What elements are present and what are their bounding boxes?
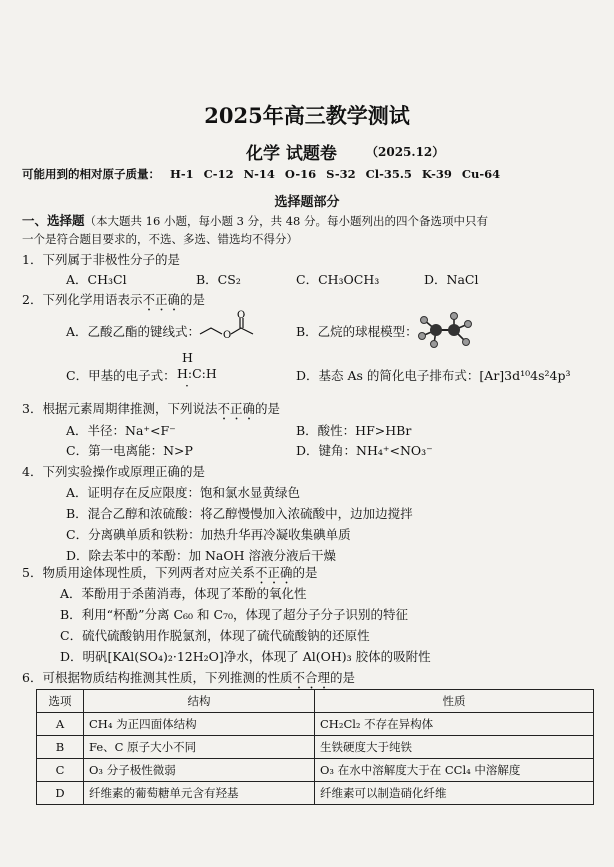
table-cell: O₃ 分子极性微弱 [84, 759, 315, 782]
q4-option-d: D．除去苯中的苯酚：加 NaOH 溶液分液后干燥 [66, 548, 337, 563]
table-row [37, 736, 594, 759]
atomic-mass: O-16 [284, 167, 317, 181]
q3-stem-a: 3．根据元素周期律推测，下列说法 [22, 401, 218, 416]
q2-option-a: A．乙酸乙酯的键线式： [66, 324, 201, 339]
q6-stem-a: 6．可根据物质结构推测其性质，下列推测的性质 [22, 670, 293, 685]
table-cell: 生铁硬度大于纯铁 [315, 736, 594, 759]
table-row [37, 713, 594, 736]
q6-stem-emphasis: 不合理 [292, 670, 330, 685]
q5-stem-emphasis: 不正确 [254, 565, 293, 580]
q3-stem-emphasis: 不正确 [217, 401, 255, 416]
table-cell: CH₄ 为正四面体结构 [84, 713, 315, 736]
q5-option-b: B．利用“杯酚”分离 C₆₀ 和 C₇₀，体现了超分子分子识别的特征 [60, 607, 409, 622]
q1-option-a: A．CH₃Cl [66, 272, 127, 287]
table-cell: CH₂Cl₂ 不存在异构体 [315, 713, 594, 736]
table-cell: B [37, 736, 84, 759]
section-instructions-2: 一个是符合题目要求的，不选、多选、错选均不得分） [22, 232, 298, 246]
svg-text:O: O [223, 330, 232, 341]
table-row [37, 759, 594, 782]
q1-option-d: D．NaCl [424, 272, 479, 287]
q2-stem [22, 290, 205, 314]
q4-option-c: C．分离碘单质和铁粉：加热升华再冷凝收集碘单质 [66, 527, 351, 542]
table-row [37, 782, 594, 805]
q1-stem: 1．下列属于非极性分子的是 [22, 252, 180, 267]
atomic-masses-line [22, 166, 597, 182]
atomic-mass: C-12 [203, 167, 234, 181]
methyl-lewis-top-h: H [182, 350, 193, 365]
q4-option-b: B．混合乙醇和浓硫酸：将乙醇慢慢加入浓硫酸中，边加边搅拌 [66, 506, 413, 521]
table-cell: Fe、C 原子大小不同 [84, 736, 315, 759]
q1-option-b: B．CS₂ [196, 272, 241, 287]
methyl-lewis-middle: H:C:H [177, 366, 217, 381]
section-heading-line [22, 211, 488, 229]
ethyl-acetate-skeletal-formula [196, 312, 258, 342]
q3-option-c: C．第一电离能：N>P [66, 443, 193, 458]
q2-stem-a: 2．下列化学用语表示 [22, 292, 143, 307]
q2-stem-b: 的是 [179, 292, 205, 307]
table-header-row [37, 690, 594, 713]
q2-option-d-label: D．基态 As 的简化电子排布式： [296, 368, 480, 383]
q5-option-c: C．硫代硫酸钠用作脱氯剂，体现了硫代硫酸钠的还原性 [60, 628, 370, 643]
q2-option-b: B．乙烷的球棍模型： [296, 324, 418, 339]
atomic-mass: Cu-64 [461, 167, 501, 181]
section-instructions: （本大题共 16 小题，每小题 3 分，共 48 分。每小题列出的四个备选项中只有 [84, 214, 489, 228]
q3-option-d: D．键角：NH₄⁺<NO₃⁻ [296, 443, 433, 458]
q2-option-d [296, 366, 571, 384]
q3-option-a: A．半径：Na⁺<F⁻ [66, 423, 176, 438]
table-header: 选项 [37, 690, 84, 713]
q6-stem-b: 的是 [329, 670, 355, 685]
q3-stem [22, 399, 280, 423]
q5-option-d: D．明矾[KAl(SO₄)₂·12H₂O]净水，体现了 Al(OH)₃ 胶体的吸附性 [60, 649, 431, 664]
svg-text:O: O [237, 310, 246, 321]
section-heading: 一、选择题 [22, 213, 85, 228]
q4-option-a: A．证明存在反应限度：饱和氯水显黄绿色 [66, 485, 301, 500]
q2-stem-emphasis: 不正确 [142, 292, 180, 307]
table-cell: D [37, 782, 84, 805]
as-electron-configuration: [Ar]3d¹⁰4s²4p³ [479, 368, 571, 383]
q6-table [36, 689, 594, 805]
q5-stem-b: 的是 [292, 565, 318, 580]
table-header: 结构 [84, 690, 315, 713]
atomic-mass: K-39 [421, 167, 452, 181]
table-cell: A [37, 713, 84, 736]
atomic-mass: N-14 [243, 167, 275, 181]
ethane-ball-stick-model [414, 312, 476, 348]
q5-stem-a: 5．物质用途体现性质，下列两者对应关系 [22, 565, 255, 580]
table-cell: 纤维素可以制造硝化纤维 [315, 782, 594, 805]
atomic-masses-label: 可能用到的相对原子质量： [22, 167, 160, 181]
table-cell: C [37, 759, 84, 782]
q5-option-a: A．苯酚用于杀菌消毒，体现了苯酚的氧化性 [60, 586, 307, 601]
exam-subtitle: 化学 试题卷 [246, 144, 337, 164]
exam-title: 2025年高三教学测试 [204, 103, 410, 128]
table-cell: 纤维素的葡萄糖单元含有羟基 [84, 782, 315, 805]
atomic-mass: Cl-35.5 [365, 167, 412, 181]
table-cell: O₃ 在水中溶解度大于在 CCl₄ 中溶解度 [315, 759, 594, 782]
atomic-mass: S-32 [326, 167, 356, 181]
exam-date: （2025.12） [366, 145, 445, 159]
table-header: 性质 [315, 690, 594, 713]
q3-stem-b: 的是 [254, 401, 280, 416]
section-title: 选择题部分 [274, 195, 340, 210]
q3-option-b: B．酸性：HF>HBr [296, 423, 412, 438]
q1-option-c: C．CH₃OCH₃ [296, 272, 380, 287]
atomic-mass: H-1 [170, 167, 194, 181]
q4-stem: 4．下列实验操作或原理正确的是 [22, 464, 205, 479]
methyl-lewis-dot: · [185, 378, 189, 393]
q2-option-c: C．甲基的电子式： [66, 368, 176, 383]
